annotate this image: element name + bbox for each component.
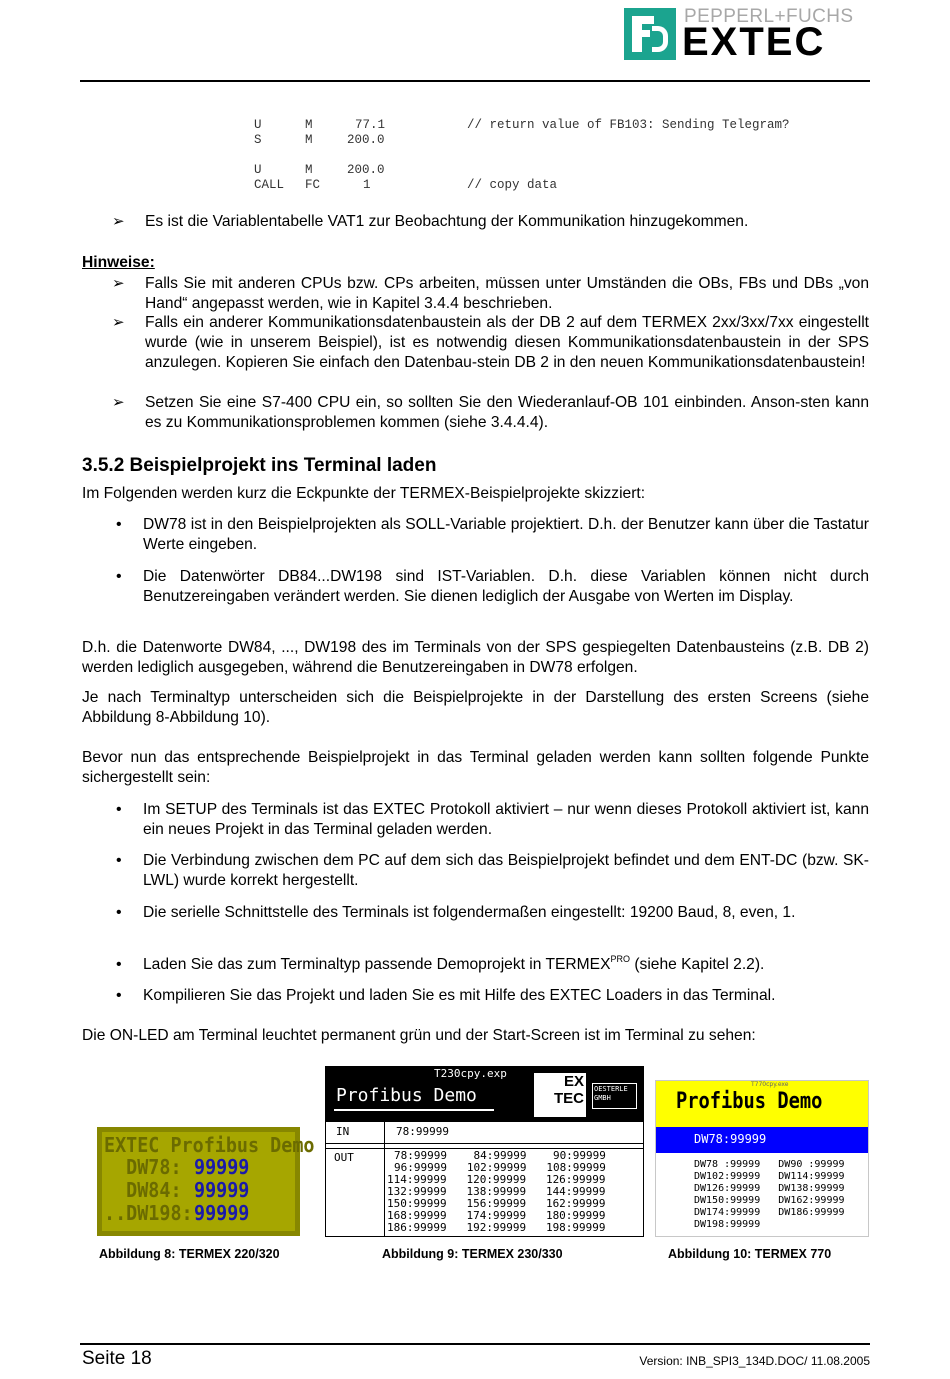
- bullet-dot-icon: •: [116, 987, 122, 1004]
- code-line-2-type: M: [305, 133, 313, 147]
- grid-line: [326, 1121, 643, 1122]
- page-number: Seite 18: [82, 1348, 152, 1369]
- in-label: IN: [336, 1125, 350, 1138]
- code-line-2-op: S: [254, 133, 262, 147]
- out-row: 186:99999 192:99999 198:99999: [387, 1221, 606, 1234]
- figure-termex-230: [325, 1066, 644, 1237]
- header-divider: [80, 80, 870, 82]
- bullet-item: Die serielle Schnittstelle des Terminals ist folgendermaßen eingestellt: 19200 Baud, 8, even, 1.: [143, 904, 796, 921]
- bullet-dot-icon: •: [116, 904, 122, 921]
- code-line-1-type: M: [305, 118, 313, 132]
- termex-superscript: PRO: [610, 954, 630, 964]
- screen-filename: T770cpy.exe: [751, 1081, 789, 1088]
- code-line-1-comment: // return value of FB103: Sending Telegram?: [467, 118, 790, 132]
- lcd-value: 99999: [194, 1201, 250, 1225]
- grid-line-vertical: [384, 1121, 385, 1236]
- arrow-bullet-icon: ➢: [112, 213, 125, 230]
- out-row: 78:99999 84:99999 90:99999: [394, 1149, 606, 1162]
- hinweis-item: Falls Sie mit anderen CPUs bzw. CPs arbeiten, müssen unter Umständen die OBs, FBs und DBs „von Hand“ angepasst werden, wie in Kapitel 3.4.4 beschrieben.: [145, 275, 869, 312]
- bullet-dot-icon: •: [116, 516, 122, 533]
- section-intro: Im Folgenden werden kurz die Eckpunkte der TERMEX-Beispielprojekte skizziert:: [82, 485, 646, 502]
- paragraph: Bevor nun das entsprechende Beispielprojekt in das Terminal geladen werden kann sollten folgende Punkte sichergestellt sein:: [82, 749, 869, 786]
- logo-mark-icon: [624, 8, 676, 60]
- lcd-screen: [102, 1132, 315, 1231]
- logo-company-name: PEPPERL+FUCHS: [684, 6, 854, 27]
- hinweis-item: Setzen Sie eine S7-400 CPU ein, so sollten Sie den Wiederanlauf-OB 101 einbinden. Anson-sten kann es zu Kommunikationsproblemen kommen (siehe 3.4.4.4).: [145, 394, 869, 431]
- code-line-3-type: M: [305, 163, 313, 177]
- code-line-3-op: U: [254, 163, 262, 177]
- out-row: 150:99999 156:99999 162:99999: [387, 1197, 606, 1210]
- out-row: 132:99999 138:99999 144:99999: [387, 1185, 606, 1198]
- paragraph: Je nach Terminaltyp unterscheiden sich die Beispielprojekte in der Darstellung des ersten Screens (siehe Abbildung 8-Abbildung 10).: [82, 689, 869, 726]
- logo-brand-name: EXTEC: [682, 20, 826, 64]
- intro-bullet-text: Es ist die Variablentabelle VAT1 zur Beobachtung der Kommunikation hinzugekommen.: [145, 213, 749, 230]
- bullet-item: Die Verbindung zwischen dem PC auf dem sich das Beispielprojekt befindet und dem ENT-DC (bzw. SK-LWL) wurde korrekt hergestellt.: [143, 852, 869, 889]
- bullet-dot-icon: •: [116, 956, 122, 973]
- code-line-4-type: FC: [305, 178, 321, 192]
- paragraph: Die ON-LED am Terminal leuchtet permanent grün und der Start-Screen ist im Terminal zu sehen:: [82, 1027, 756, 1044]
- bullet-item: Die Datenwörter DB84...DW198 sind IST-Variablen. D.h. diese Variablen können nicht durch Benutzereingaben verändert werden. Sie dienen lediglich der Ausgabe von Werten im Display.: [143, 568, 869, 605]
- screen-title: Profibus Demo: [676, 1089, 823, 1114]
- figure-caption: Abbildung 10: TERMEX 770: [668, 1247, 832, 1261]
- figure-caption: Abbildung 9: TERMEX 230/330: [382, 1247, 563, 1261]
- out-row: 114:99999 120:99999 126:99999: [387, 1173, 606, 1186]
- termex-text: Laden Sie das zum Terminaltyp passende Demoprojekt in TERMEX: [143, 956, 611, 973]
- value-row: DW78 :99999 DW90 :99999: [694, 1159, 845, 1170]
- lcd-label: ..DW198:: [104, 1201, 193, 1225]
- screen-title: Profibus Demo: [336, 1085, 477, 1106]
- bullet-item: Im SETUP des Terminals ist das EXTEC Protokoll aktiviert – nur wenn dieses Protokoll aktiviert ist, kann ein neues Projekt in das Terminal geladen werden.: [143, 801, 869, 838]
- value-row: DW126:99999 DW138:99999: [694, 1183, 845, 1194]
- bullet-dot-icon: •: [116, 801, 122, 818]
- section-heading: 3.5.2 Beispielprojekt ins Terminal laden: [82, 455, 437, 476]
- title-underline: [334, 1109, 494, 1111]
- code-line-1-addr: 77.1: [355, 118, 386, 132]
- bullet-dot-icon: •: [116, 568, 122, 585]
- arrow-bullet-icon: ➢: [112, 275, 125, 292]
- screen-filename: T230cpy.exp: [434, 1067, 507, 1080]
- input-value: DW78:99999: [694, 1132, 767, 1146]
- hinweis-item: Falls ein anderer Kommunikationsdatenbaustein als der DB 2 auf dem TERMEX 2xx/3xx/7xx eingestellt wurde (wie in unserem Beispiel), ist es notwendig diesen Kommunikationsdatenbaustein in der SPS anzulegen. Kopieren Sie einfach den Datenbau-stein DB 2 in den neuen Kommunikationsdatenbaustein!: [145, 314, 869, 371]
- code-line-4-op: CALL: [254, 178, 285, 192]
- oesterle-logo: OESTERLE GMBH: [592, 1083, 637, 1109]
- bullet-item: Kompilieren Sie das Projekt und laden Sie es mit Hilfe des EXTEC Loaders in das Terminal.: [143, 987, 776, 1004]
- code-line-3-addr: 200.0: [347, 163, 385, 177]
- lcd-label: DW78:: [104, 1155, 182, 1179]
- lcd-title: EXTEC Profibus Demo: [104, 1133, 315, 1157]
- out-label: OUT: [334, 1151, 354, 1164]
- value-row: DW150:99999 DW162:99999: [694, 1195, 845, 1206]
- termex-text-end: (siehe Kapitel 2.2).: [630, 956, 765, 973]
- code-line-2-addr: 200.0: [347, 133, 385, 147]
- arrow-bullet-icon: ➢: [112, 394, 125, 411]
- lcd-value: 99999: [194, 1155, 250, 1179]
- code-line-4-addr: 1: [363, 178, 371, 192]
- version-info: Version: INB_SPI3_134D.DOC/ 11.08.2005: [639, 1354, 870, 1368]
- value-row: DW102:99999 DW114:99999: [694, 1171, 845, 1182]
- screen-title-bar: [656, 1081, 868, 1127]
- figure-termex-770: [655, 1080, 869, 1237]
- lcd-label: DW84:: [104, 1178, 182, 1202]
- grid-line: [326, 1143, 643, 1144]
- hinweise-heading: Hinweise:: [82, 254, 155, 271]
- bullet-item: DW78 ist in den Beispielprojekten als SOLL-Variable projektiert. D.h. der Benutzer kann über die Tastatur Werte eingeben.: [143, 516, 869, 553]
- code-line-1-op: U: [254, 118, 262, 132]
- out-row: 96:99999 102:99999 108:99999: [394, 1161, 606, 1174]
- in-value: 78:99999: [396, 1125, 449, 1138]
- value-row: DW198:99999: [694, 1219, 761, 1230]
- footer-divider: [80, 1343, 870, 1345]
- paragraph: D.h. die Datenworte DW84, ..., DW198 des im Terminals von der SPS gespiegelten Datenbausteins (z.B. DB 2) werden lediglich ausgegeben, während die Benutzereingaben in DW78 erfolgen.: [82, 639, 869, 676]
- bullet-dot-icon: •: [116, 852, 122, 869]
- arrow-bullet-icon: ➢: [112, 314, 125, 331]
- lcd-value: 99999: [194, 1178, 250, 1202]
- input-row: [656, 1127, 868, 1153]
- screen-titlebar: [326, 1067, 643, 1121]
- code-line-4-comment: // copy data: [467, 178, 558, 192]
- figure-caption: Abbildung 8: TERMEX 220/320: [99, 1247, 280, 1261]
- out-row: 168:99999 174:99999 180:99999: [387, 1209, 606, 1222]
- extec-logo-box: EX TEC: [534, 1073, 586, 1117]
- value-row: DW174:99999 DW186:99999: [694, 1207, 845, 1218]
- bullet-item-termex: [143, 955, 869, 975]
- company-logo: [624, 6, 866, 64]
- figure-termex-220: [97, 1127, 315, 1236]
